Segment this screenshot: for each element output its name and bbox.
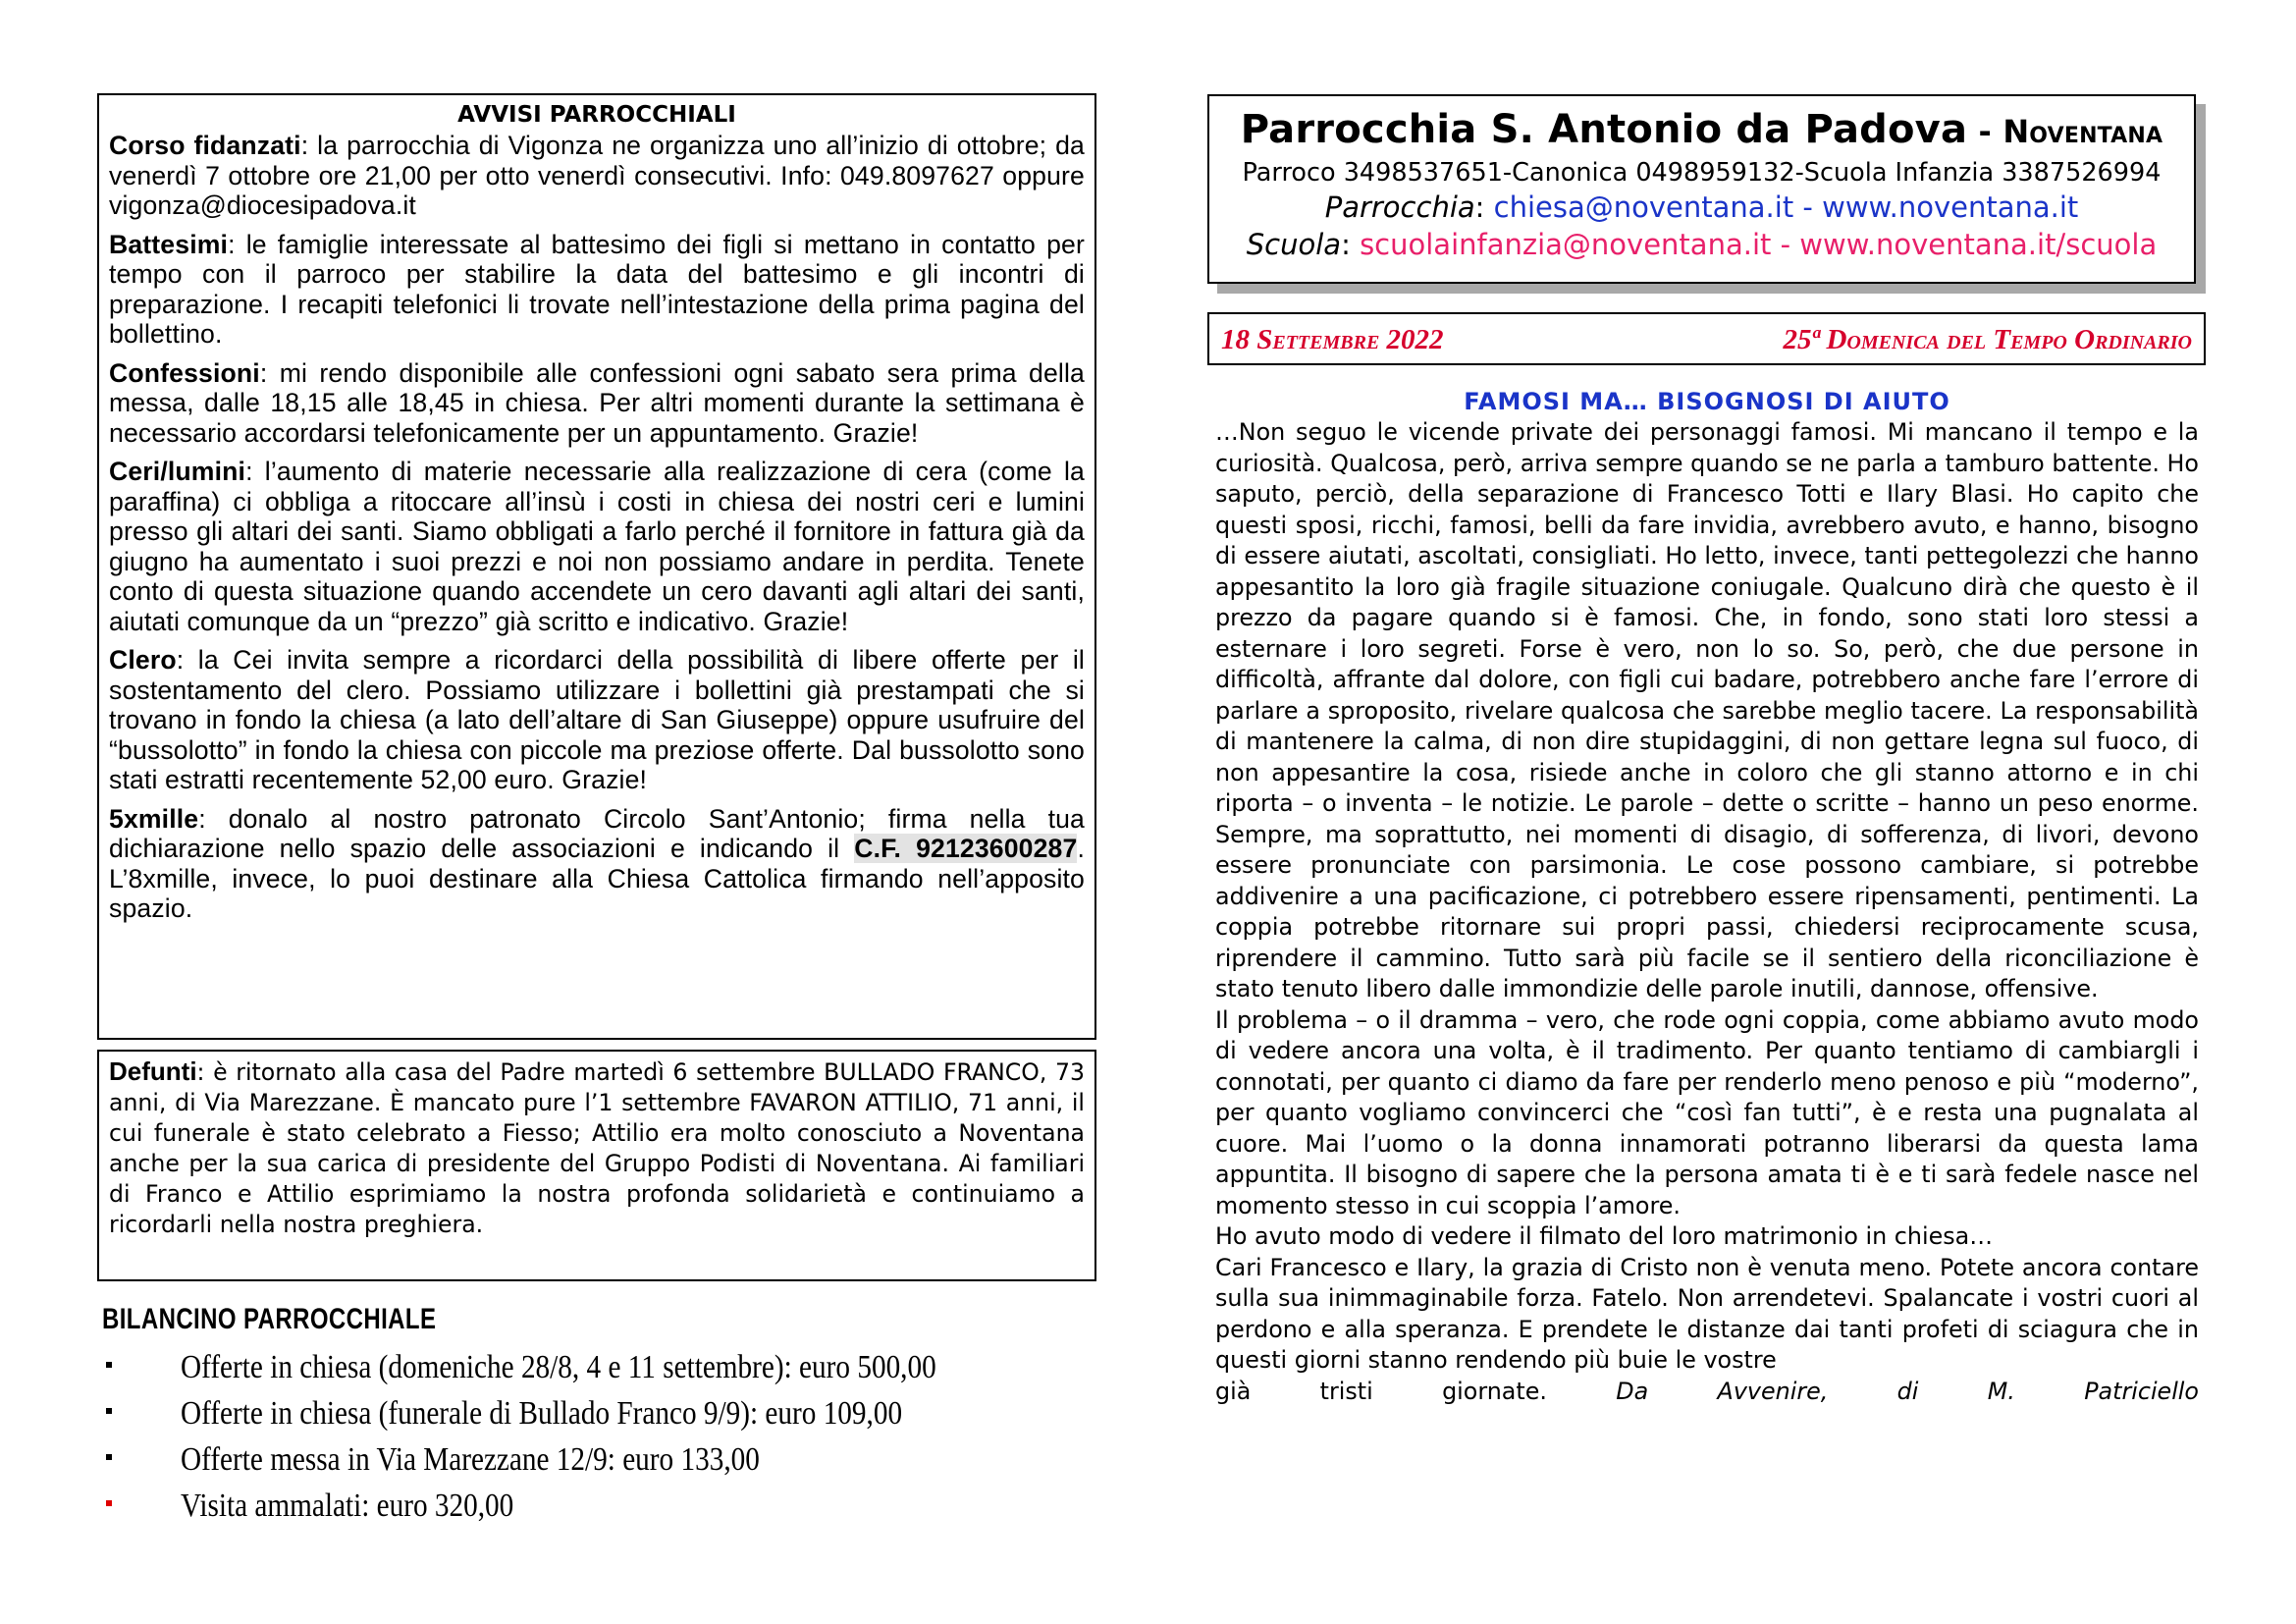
parish-contacts: Parrocchia: chiesa@noventana.it - www.noventana.it <box>1324 190 2079 224</box>
avviso-corso-fidanzati <box>109 131 1085 221</box>
avviso-label: Ceri/lumini <box>109 457 246 486</box>
avviso-ceri-lumini <box>109 457 1085 636</box>
parish-title: Parrocchia S. Antonio da Padova <box>1240 107 1968 152</box>
parish-place: Noventana <box>2002 113 2163 150</box>
article-source: Da Avvenire, di M. Patriciello <box>1616 1377 2199 1405</box>
avviso-text: : l’aumento di materie necessarie alla realizzazione di cera (come la paraffina) ci obbliga a ritoccare all’insù i costi in chiesa dei nostri ceri e lumini presso gli altari dei santi. Siamo obbligati a farlo perché il fornitore in fattura già da giugno ha aumentato i suoi prezzi e noi non possiamo andare in perdita. Tenete conto di questa situazione quando accendete un cero davanti agli altari dei santi, aiutati comunque da un “prezzo” già scritto e indicativo. Grazie! <box>109 457 1085 636</box>
defunti-label: Defunti <box>109 1056 197 1086</box>
article-title: FAMOSI MA… BISOGNOSI DI AIUTO <box>1464 388 1950 415</box>
list-item <box>102 1440 1084 1487</box>
avviso-text: : le famiglie interessate al battesimo dei figli si mettano in contatto per tempo con il parroco per stabilire la data del battesimo e gli incontri di preparazione. I recapiti telefonici li trovate nell’intestazione della prima pagina del bollettino. <box>109 229 1085 349</box>
article-paragraph: Ho avuto modo di vedere il filmato del loro matrimonio in chiesa… <box>1215 1222 1993 1250</box>
defunti-body: : è ritornato alla casa del Padre martedì 6 settembre BULLADO FRANCO, 73 anni, di Via Marezzane. È mancato pure l’1 settembre FAVARON ATTILIO, 71 anni, il cui funerale è stato celebrato a Fiesso; Attilio era molto conosciuto a Noventana anche per la sua carica di presidente del Gruppo Podisti di Noventana. Ai familiari di Franco e Attilio esprimiamo la nostra profonda solidarietà e continuiamo a ricordarli nella nostra preghiera. <box>109 1058 1085 1238</box>
avviso-battesimi <box>109 230 1085 350</box>
parish-phones: Parroco 3498537651-Canonica 0498959132-Scuola Infanzia 3387526994 <box>1242 158 2162 188</box>
article-last-line: già tristi giornate. <box>1215 1377 1547 1405</box>
avviso-label: 5xmille <box>109 803 199 834</box>
bilancino-item-text: Offerte in chiesa (funerale di Bullado Franco 9/9): euro 109,00 <box>181 1395 903 1432</box>
date-bar <box>1207 312 2206 365</box>
avviso-text: : mi rendo disponibile alle confessioni ogni sabato sera prima della messa, dalle 18,15 alle 18,45 in chiesa. Per altri momenti durante la settimana è necessario accordarsi telefonicamente per un appuntamento. Grazie! <box>109 357 1085 448</box>
bilancino-item-text: Offerte messa in Via Marezzane 12/9: euro 133,00 <box>181 1441 760 1478</box>
avviso-label: Battesimi <box>109 229 229 259</box>
school-contacts: Scuola: scuolainfanzia@noventana.it - www.noventana.it/scuola <box>1246 228 2158 261</box>
avviso-confessioni <box>109 358 1085 449</box>
list-item <box>102 1487 1084 1533</box>
bilancino-item-text: Offerte in chiesa (domeniche 28/8, 4 e 11 settembre): euro 500,00 <box>181 1349 936 1385</box>
bilancino-list <box>102 1348 1084 1533</box>
parish-site-link[interactable]: www.noventana.it <box>1822 190 2079 224</box>
bullet-icon <box>106 1454 112 1460</box>
article <box>1215 386 2199 1407</box>
bullet-icon <box>106 1408 112 1414</box>
bullet-icon <box>106 1500 112 1506</box>
school-email-link[interactable]: scuolainfanzia@noventana.it <box>1360 228 1772 261</box>
list-item <box>102 1394 1084 1440</box>
article-paragraph: Cari Francesco e Ilary, la grazia di Cristo non è venuta meno. Potete ancora contare sulla sua inimmaginabile forza. Fatelo. Non arrendetevi. Spalancate i vostri cuori al perdono e alla speranza. E prendete le distanze dai tanti profeti di sciagura che in questi giorni stanno rendendo più buie le vostre <box>1215 1253 2199 1374</box>
avviso-label: Confessioni <box>109 357 260 388</box>
codice-fiscale: C.F. 92123600287 <box>854 834 1078 863</box>
article-closing <box>1215 1377 2199 1408</box>
avviso-text: : donalo al nostro patronato Circolo Sant’Antonio; firma nella tua dichiarazione nello spazio delle associazioni e indicando il <box>109 803 1085 863</box>
avviso-clero <box>109 645 1085 795</box>
avviso-text: : la Cei invita sempre a ricordarci della possibilità di libere offerte per il sostentamento del clero. Possiamo utilizzare i bollettini già prestampati che si trovano in fondo la chiesa (a lato dell’altare di San Giuseppe) oppure usufruire del “bussolotto” in fondo la chiesa con piccole ma preziose offerte. Dal bussolotto sono stati estratti recentemente 52,00 euro. Grazie! <box>109 645 1085 794</box>
bilancino-title: BILANCINO PARROCCHIALE <box>102 1303 437 1335</box>
parish-label: Parrocchia <box>1324 190 1475 224</box>
avviso-text: : la parrocchia di Vigonza ne organizza uno all’inizio di ottobre; da venerdì 7 ottobre ore 21,00 per otto venerdì consecutivi. Info: 049.8097627 oppure vigonza@diocesipadova.it <box>109 131 1085 220</box>
issue-date: 18 Settembre 2022 <box>1221 324 1444 355</box>
parish-email-link[interactable]: chiesa@noventana.it <box>1493 190 1794 224</box>
avviso-label: Corso fidanzati <box>109 131 301 160</box>
defunti-text <box>109 1056 1085 1240</box>
school-site-link[interactable]: www.noventana.it/scuola <box>1799 228 2158 261</box>
avviso-text: . L’8xmille, invece, lo puoi destinare alla Chiesa Cattolica firmando nell’apposito spazio. <box>109 834 1085 923</box>
bilancino-item-text: Visita ammalati: euro 320,00 <box>181 1488 514 1524</box>
avvisi-title: AVVISI PARROCCHIALI <box>457 102 736 128</box>
bilancino-section <box>102 1303 1084 1533</box>
avvisi-box <box>97 93 1096 1040</box>
avviso-5xmille <box>109 804 1085 924</box>
list-item <box>102 1348 1084 1394</box>
article-paragraph: …Non seguo le vicende private dei personaggi famosi. Mi mancano il tempo e la curiosità. Qualcosa, però, arriva sempre quando se ne parla a tamburo battente. Ho saputo, perciò, della separazione di Francesco Totti e Ilary Blasi. Ho capito che questi sposi, ricchi, famosi, belli da fare invidia, avrebbero avuto, e hanno, bisogno di essere aiutati, ascoltati, consigliati. Ho letto, invece, tanti pettegolezzi che hanno appesantito la loro già fragile situazione coniugale. Qualcuno dirà che questo è il prezzo da pagare quando si è famosi. Che, in fondo, sono stati loro stessi a esternare i loro segreti. Forse è vero, non lo so. So, però, che due persone in difficoltà, affrante dal dolore, con figli cui badare, potrebbero anche fare l’errore di parlare a sproposito, rivelare qualcosa che sarebbe meglio tacere. La responsabilità di mantenere la calma, di non dire stupidaggini, di non gettare legna sul fuoco, di non appesantire la cosa, risiede anche in coloro che gli stanno attorno e in chi riporta – o inventa – le notizie. Le parole – dette o scritte – hanno un peso enorme. Sempre, ma soprattutto, nei momenti di disagio, di sofferenza, di livori, devono essere pronunciate con parsimonia. Le cose possono cambiare, si potrebbe addivenire a una pacificazione, ci potrebbero essere ripensamenti, pentimenti. La coppia potrebbe ritornare sui propri passi, chiedersi reciprocamente scusa, riprendere il cammino. Tutto sarà più facile se il sentiero della riconciliazione è stato tenuto libero dalle immondizie delle parole inutili, dannose, offensive. <box>1215 418 2199 1002</box>
school-label: Scuola <box>1246 228 1342 261</box>
parish-header <box>1207 94 2196 284</box>
article-paragraph: Il problema – o il dramma – vero, che rode ogni coppia, come abbiamo avuto modo di vedere ancora una volta, è il tradimento. Per quanto tentiamo di cambiargli i connotati, per quanto ci diamo da fare per renderlo meno penoso e più “moderno”, per quanto vogliamo convincerci che “così fan tutti”, è e resta una pugnalata al cuore. Mai l’uomo o la donna innamorati potranno liberarsi da questa lama appuntita. Il bisogno di sapere che la persona amata ti è e ti sarà fedele nasce nel momento stesso in cui scoppia l’amore. <box>1215 1005 2199 1219</box>
avviso-label: Clero <box>109 645 177 675</box>
defunti-box <box>97 1050 1096 1281</box>
parish-name: Parrocchia S. Antonio da Padova - Noventana <box>1240 107 2163 152</box>
liturgical-sunday: 25ª Domenica del Tempo Ordinario <box>1783 324 2192 355</box>
bullet-icon <box>106 1362 112 1368</box>
